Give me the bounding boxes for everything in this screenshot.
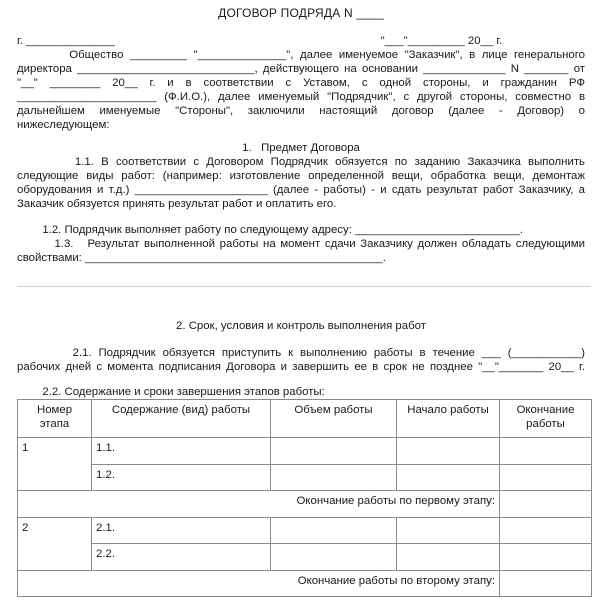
- stages-table: [17, 399, 592, 597]
- clause-1-2: 1.2. Подрядчик выполняет работу по следующему адресу: __________________________.: [17, 224, 523, 236]
- cell: [271, 464, 397, 491]
- cell: [500, 438, 592, 465]
- header-stage-number: Номер этапа: [18, 400, 92, 438]
- stage-item: 2.2.: [92, 544, 271, 571]
- clause-1-1: Заказчик обязуется принять результат работ и оплатить его.: [17, 198, 337, 210]
- clause-1-1: следующие виды работ: (например: изготовление определенной вещи, обработка вещи, демонтаж: [17, 170, 585, 182]
- cell: [397, 438, 500, 465]
- header-work-content: Содержание (вид) работы: [92, 400, 271, 438]
- cell: [500, 570, 592, 597]
- table-row: [18, 517, 592, 544]
- stage-item: 1.1.: [92, 438, 271, 465]
- header-work-volume: Объем работы: [271, 400, 397, 438]
- cell: [500, 464, 592, 491]
- clause-1-1: 1.1. В соответствии с Договором Подрядчик обязуется по заданию Заказчика выполнить: [17, 156, 585, 168]
- intro-line: Общество _________ "______________", далее именуемое "Заказчик", в лице генерального: [17, 49, 585, 61]
- contract-title: ДОГОВОР ПОДРЯДА N ____: [218, 6, 384, 20]
- cell: [500, 491, 592, 518]
- cell: [271, 438, 397, 465]
- stage-item: 2.1.: [92, 517, 271, 544]
- section-1-heading: 1. Предмет Договора: [242, 142, 360, 154]
- intro-line: ______________________ (Ф.И.О.), далее именуемый "Подрядчик", с другой стороны, совместно в: [17, 91, 585, 103]
- cell: [397, 517, 500, 544]
- header-end: Окончание работы: [500, 400, 592, 438]
- cell: [397, 464, 500, 491]
- header-start: Начало работы: [397, 400, 500, 438]
- clause-2-1: 2.1. Подрядчик обязуется приступить к выполнению работы в течение ___ (___________): [17, 347, 585, 359]
- section-2-heading: 2. Срок, условия и контроль выполнения работ: [176, 320, 426, 332]
- clause-1-3: свойствами: _______________________________________________.: [17, 252, 386, 264]
- stage-number: 1: [18, 438, 92, 491]
- cell: [500, 517, 592, 544]
- intro-line: нижеследующем:: [17, 119, 110, 131]
- cell: [397, 544, 500, 571]
- table-row: [18, 570, 592, 597]
- clause-2-2: 2.2. Содержание и сроки завершения этапов работы:: [17, 386, 325, 398]
- intro-line: "__" ________ 20__ г. и в соответствии с Уставом, с одной стороны, и гражданин РФ: [17, 77, 585, 89]
- stage-end-label: Окончание работы по второму этапу:: [18, 570, 500, 597]
- stage-item: 1.2.: [92, 464, 271, 491]
- cell: [271, 544, 397, 571]
- cell: [271, 517, 397, 544]
- table-row: [18, 464, 592, 491]
- clause-1-3: 1.3. Результат выполненной работы на момент сдачи Заказчику должен обладать следующими: [17, 238, 585, 250]
- section-divider: [17, 286, 591, 287]
- table-row: [18, 438, 592, 465]
- table-row: [18, 544, 592, 571]
- intro-line: дальнейшем именуемые "Стороны", заключили настоящий договор (далее - Договор) о: [17, 105, 585, 117]
- intro-line: директора ____________________________, действующего на основании _____________ N _______ от: [17, 63, 585, 75]
- stage-number: 2: [18, 517, 92, 570]
- cell: [500, 544, 592, 571]
- clause-1-1: оборудования и т.д.) _____________________ (далее - работы) - и сдать результат работ Заказчику, а: [17, 184, 585, 196]
- table-row: [18, 491, 592, 518]
- stage-end-label: Окончание работы по первому этапу:: [18, 491, 500, 518]
- clause-2-1: рабочих дней с момента подписания Договора и завершить ее в срок не позднее "__"_______ 20__ г.: [17, 361, 585, 373]
- table-header-row: [18, 400, 592, 438]
- intro-line: г. ______________ "___"_________ 20__ г.: [17, 35, 503, 47]
